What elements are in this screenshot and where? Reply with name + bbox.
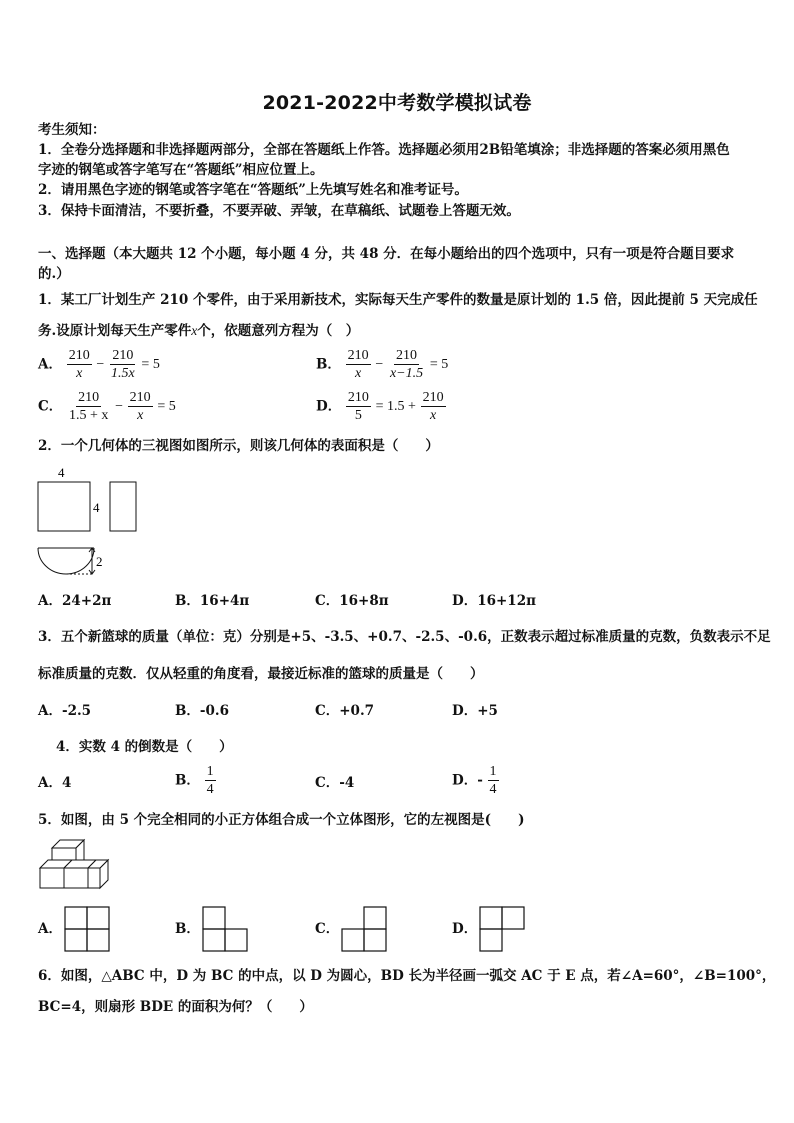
q2-option-c[interactable]: C．16+8π (315, 593, 389, 609)
q1-b-num2: 210 (396, 348, 418, 363)
q1-b-rhs: = 5 (429, 357, 449, 372)
q1-c-den1: 1.5 + x (68, 408, 109, 423)
q5-option-d[interactable] (452, 919, 477, 939)
q1-stem-line2 (38, 321, 758, 341)
q2-fig-top-label: 4 (58, 465, 65, 480)
q2-stem: 2．一个几何体的三视图如图所示，则该几何体的表面积是（ ） (38, 438, 439, 454)
q1-d-mid: = 1.5 + (375, 399, 416, 414)
q1-a-rhs: = 5 (141, 357, 160, 372)
notice-item-3: 3．保持卡面清洁，不要折叠，不要弄破、弄皱，在草稿纸、试题卷上答题无效。 (38, 203, 520, 219)
q3-stem-line1: 3．五个新篮球的质量（单位：克）分别是+5、-3.5、+0.7、-2.5、-0.6，正数表示超过标准质量的克数，负数表示不足 (38, 629, 771, 645)
q1-d-num2: 210 (422, 390, 444, 405)
q3-option-d[interactable]: D．+5 (452, 703, 498, 719)
q1-a-den1: x (76, 366, 83, 381)
q4-option-c[interactable]: C．-4 (315, 775, 355, 791)
q4-d-num: 1 (489, 764, 497, 779)
q6-stem-line2: BC=4，则扇形 BDE 的面积为何？（ ） (38, 999, 313, 1015)
q4-b-label: B． (175, 772, 200, 789)
q4-d-label: D．- (452, 772, 483, 789)
q2-side-view (110, 482, 136, 531)
page-title: 2021-2022中考数学模拟试卷 (262, 92, 532, 114)
q1-b-label: B． (316, 356, 341, 373)
q1-a-den2: 1.5x (111, 366, 135, 381)
q1-c-label: C． (38, 398, 63, 415)
q1-d-label: D． (316, 398, 342, 415)
q1-c-num1: 210 (78, 390, 100, 405)
q5-b-label: B． (175, 921, 200, 937)
q6-stem-line1: 6．如图，△ABC 中，D 为 BC 的中点，以 D 为圆心，BD 长为半径画一弧交 AC 于 E 点，若∠A=60°，∠B=100°， (38, 968, 776, 984)
q2-option-d[interactable]: D．16+12π (452, 593, 536, 609)
q1-b-den2: x−1.5 (389, 366, 424, 381)
q1-variable: x (191, 323, 198, 338)
q4-option-a[interactable]: A．4 (38, 775, 72, 791)
q1-a-num2: 210 (112, 348, 134, 363)
q1-a-num1: 210 (68, 348, 90, 363)
q1-option-a[interactable] (38, 347, 160, 382)
q1-a-label: A． (38, 356, 62, 373)
q2-fig-height-label: 2 (96, 554, 103, 569)
q1-b-op: − (375, 357, 384, 372)
q1-c-den2: x (137, 408, 144, 423)
notice-item-1-cont: 字迹的钢笔或答字笔写在“答题纸”相应位置上。 (38, 162, 324, 178)
q1-d-den2: x (430, 408, 437, 423)
q5-option-c[interactable] (315, 919, 339, 939)
q4-stem: 4．实数 4 的倒数是（ ） (56, 739, 233, 755)
q1-b-den1: x (355, 366, 362, 381)
q2-three-view-figure (30, 462, 150, 582)
q1-d-den1: 5 (354, 408, 362, 423)
q1-b-num1: 210 (347, 348, 369, 363)
q5-option-a[interactable] (38, 919, 62, 939)
q1-d-num1: 210 (347, 390, 369, 405)
q5-option-b[interactable] (175, 919, 200, 939)
q4-option-b[interactable] (175, 763, 216, 798)
q1-a-op: − (96, 357, 105, 372)
q2-fig-side-label: 4 (93, 500, 100, 515)
q1-option-b[interactable] (316, 347, 448, 382)
q2-option-a[interactable]: A．24+2π (38, 593, 112, 609)
q4-b-den: 4 (206, 782, 214, 797)
q5-option-d-figure[interactable] (478, 905, 550, 953)
q5-stem: 5．如图，由 5 个完全相同的小正方体组合成一个立体图形，它的左视图是( ) (38, 812, 525, 828)
q5-a-label: A． (38, 921, 62, 937)
section-heading-line1: 一、选择题（本大题共 12 个小题，每小题 4 分，共 48 分．在每小题给出的四个选项中，只有一项是符合题目要求 (38, 246, 735, 262)
q3-stem-line2: 标准质量的克数．仅从轻重的角度看，最接近标准的篮球的质量是（ ） (38, 666, 484, 682)
q1-stem-b: 个，依题意列方程为（ ） (197, 323, 360, 339)
q1-c-op: − (115, 399, 123, 414)
q5-option-b-figure[interactable] (201, 905, 273, 953)
q4-b-num: 1 (206, 764, 214, 779)
q1-option-d[interactable] (316, 389, 446, 424)
q3-option-a[interactable]: A．-2.5 (38, 703, 92, 719)
q5-d-label: D． (452, 921, 478, 937)
q3-option-b[interactable]: B．-0.6 (175, 703, 229, 719)
q1-stem-line1: 1．某工厂计划生产 210 个零件，由于采用新技术，实际每天生产零件的数量是原计划的 1.5 倍，因此提前 5 天完成任 (38, 292, 758, 308)
notice-item-2: 2．请用黑色字迹的钢笔或答字笔在“答题纸”上先填写姓名和准考证号。 (38, 182, 468, 198)
q3-option-c[interactable]: C．+0.7 (315, 703, 375, 719)
q4-option-d[interactable] (452, 763, 499, 798)
q1-stem-a: 务.设原计划每天生产零件 (38, 323, 192, 339)
q5-option-c-figure[interactable] (340, 905, 412, 953)
q5-c-label: C． (315, 921, 340, 937)
q1-option-c[interactable] (38, 389, 176, 424)
q2-option-b[interactable]: B．16+4π (175, 593, 250, 609)
q2-top-view-arc (38, 548, 94, 574)
q2-front-view (38, 482, 90, 531)
q5-option-a-figure[interactable] (63, 905, 113, 953)
section-heading-line2: 的.） (38, 266, 70, 282)
q4-d-den: 4 (489, 782, 497, 797)
notice-item-1: 1．全卷分选择题和非选择题两部分，全部在答题纸上作答。选择题必须用2B铅笔填涂；非选择题的答案必须用黑色 (38, 142, 730, 158)
q5-cube-figure (36, 836, 114, 900)
notice-heading: 考生须知： (38, 122, 106, 138)
q1-c-rhs: = 5 (157, 399, 176, 414)
q1-c-num2: 210 (129, 390, 151, 405)
